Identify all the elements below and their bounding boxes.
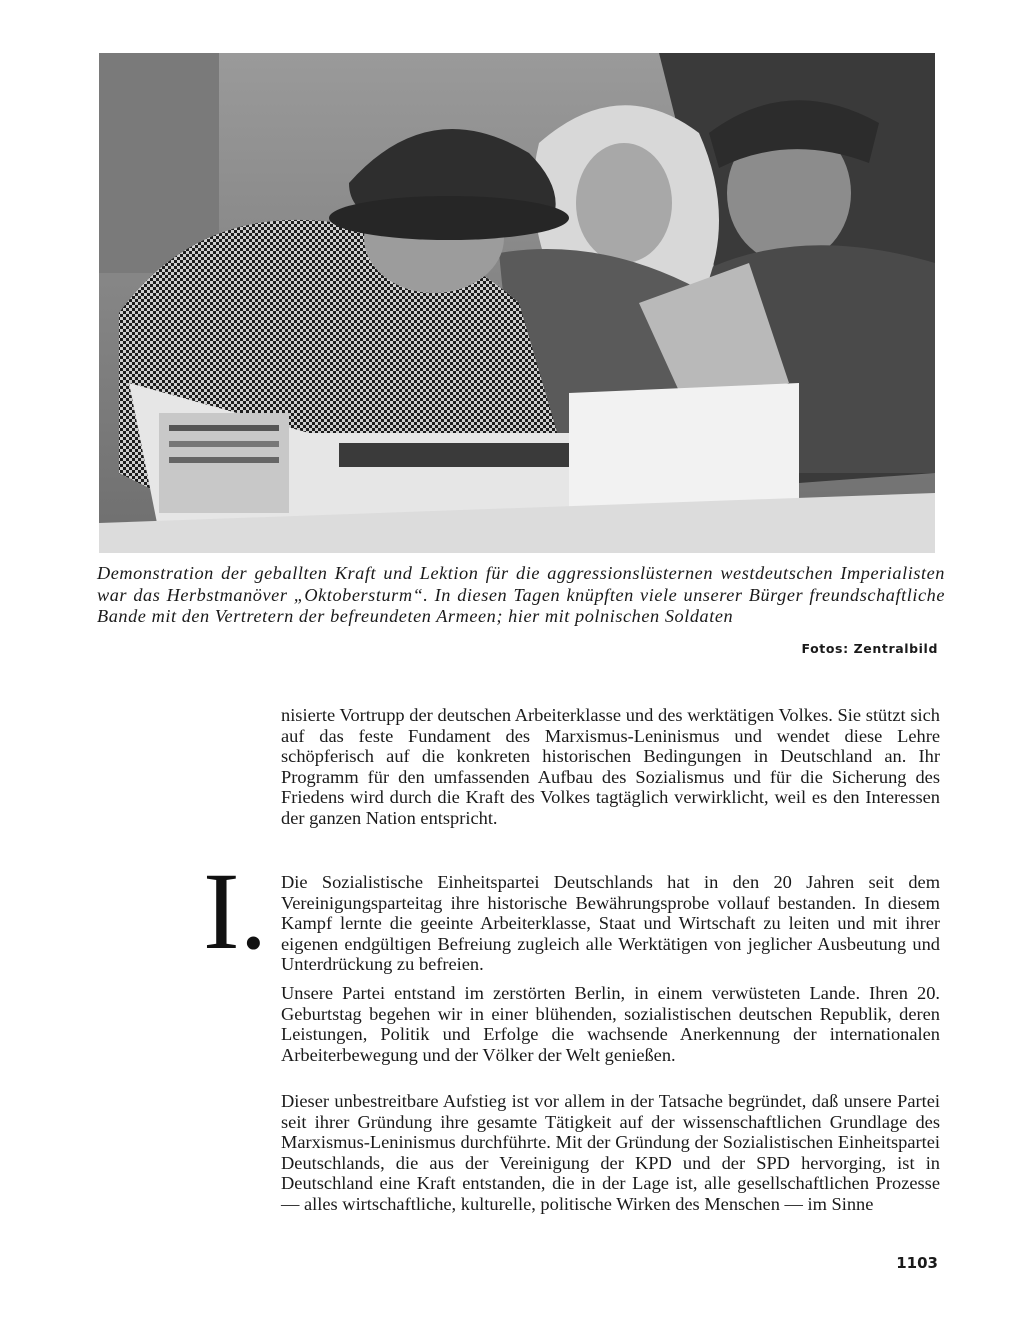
news-photo <box>99 53 935 553</box>
paragraph: Die Sozialistische Einheitspartei Deutschlands hat in den 20 Jahren seit dem Vereinigungsparteitag ihre historische Bewährungsprobe vollauf bestanden. In diesem Kampf lernte die geeinte Arbeiterklasse, Staat und Wirtschaft zu leiten und mit ihrer eigenen endgültigen Befreiung zugleich alle Werktätigen von jeglicher Ausbeutung und Unterdrückung zu befreien. <box>281 872 940 975</box>
section-numeral: I. <box>203 850 268 972</box>
paragraph: Unsere Partei entstand im zerstörten Berlin, in einem verwüsteten Lande. Ihren 20. Geburtstag begehen wir in einer blühenden, sozialistischen deutschen Republik, deren Leistungen, Politik und Erfolge die wachsende Anerkennung der internationalen Arbeiterbewegung und der Völker der Welt genießen. <box>281 983 940 1065</box>
photo-caption: Demonstration der geballten Kraft und Lektion für die aggressionslüsternen westdeutschen Imperialisten war das Herbstmanöver „Oktobersturm“. In diesen Tagen knüpften viele unserer Bürger freundschaftliche Bande mit den Vertretern der befreundeten Armeen; hier mit polnischen Soldaten <box>97 563 945 626</box>
paragraph-continuation: nisierte Vortrupp der deutschen Arbeiterklasse und des werktätigen Volkes. Sie stützt sich auf das feste Fundament des Marxismus-Leninismus und wendet diese Lehre schöpferisch auf die konkreten historischen Bedingungen in Deutschland an. Ihr Programm für den umfassenden Aufbau des Sozialismus und für die Sicherung des Friedens wird durch die Kraft des Volkes tagtäglich verwirklicht, weil es den Interessen der ganzen Nation entspricht. <box>281 705 940 828</box>
photo-credit: Fotos: Zentralbild <box>801 641 938 656</box>
paragraph: Dieser unbestreitbare Aufstieg ist vor allem in der Tatsache begründet, daß unsere Partei seit ihrer Gründung ihre gesamte Tätigkeit auf der wissenschaftlichen Grundlage des Marxismus-Leninismus durchführte. Mit der Gründung der Sozialistischen Einheitspartei Deutschlands, die aus der Vereinigung der KPD und der SPD hervorging, ist in Deutschland eine Kraft entstanden, die in der Lage ist, alle gesellschaftlichen Prozesse — alles wirtschaftliche, kulturelle, politische Wirken des Menschen — im Sinne <box>281 1091 940 1214</box>
photo-illustration <box>99 53 935 553</box>
page-number: 1103 <box>896 1254 938 1272</box>
